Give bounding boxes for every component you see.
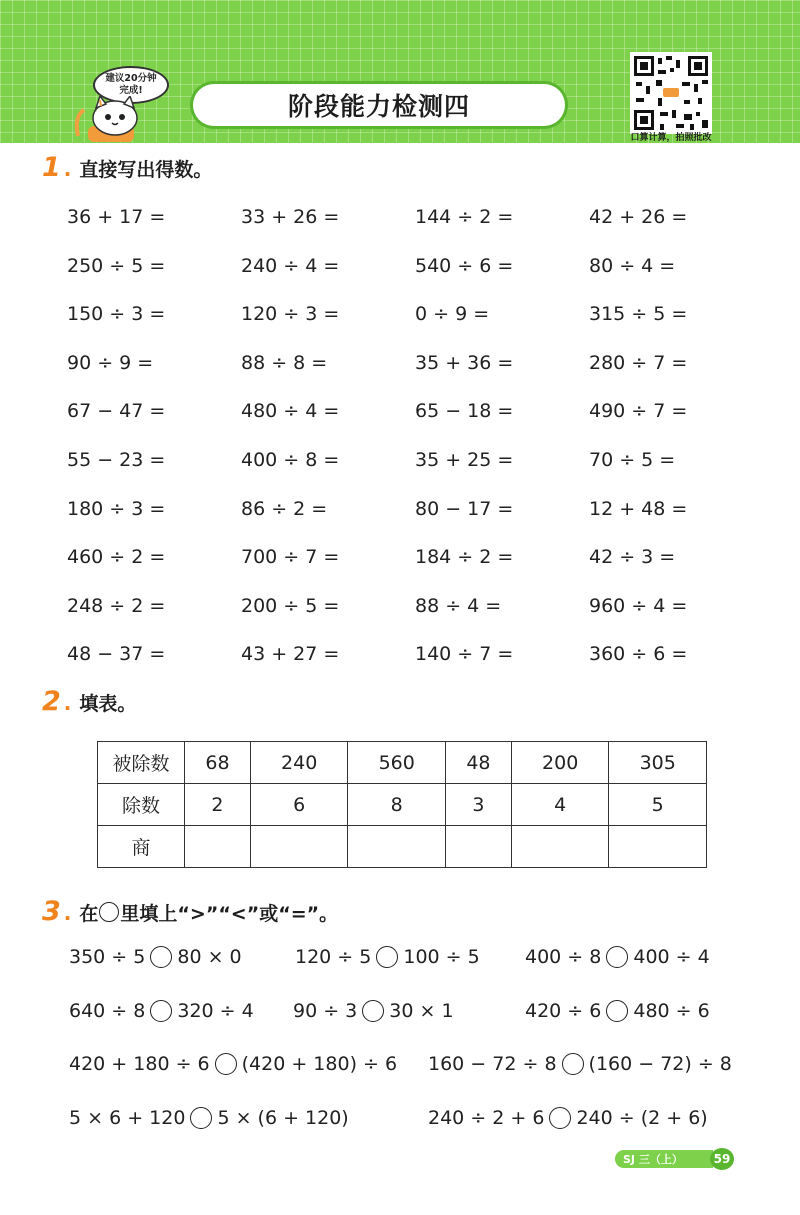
comparison-left: 350 ÷ 5 — [69, 946, 146, 968]
equation-item: 80 − 17 = — [415, 497, 514, 520]
dividend-cell: 305 — [609, 742, 707, 784]
comparison-left: 90 ÷ 3 — [293, 1000, 358, 1022]
comparison-right: (160 − 72) ÷ 8 — [588, 1053, 732, 1075]
equation-item: 12 + 48 = — [589, 497, 688, 520]
section-2-text: 填表。 — [79, 693, 137, 715]
section-3-text-post: 里填上“>”“<”或“=”。 — [120, 903, 339, 925]
answer-circle[interactable] — [150, 946, 172, 968]
section-2-dot: . — [63, 691, 72, 715]
equation-item: 88 ÷ 8 = — [241, 351, 328, 374]
equation-item: 360 ÷ 6 = — [589, 643, 688, 666]
equation-item: 120 ÷ 3 = — [241, 303, 340, 326]
dividend-cell: 48 — [445, 742, 511, 784]
quotient-answer-cell[interactable] — [348, 826, 446, 868]
comparison-item — [295, 946, 480, 968]
equation-item: 240 ÷ 4 = — [241, 254, 340, 277]
bubble-line-2: 完成! — [119, 85, 143, 96]
equation-item: 315 ÷ 5 = — [589, 303, 688, 326]
dividend-cell: 560 — [348, 742, 446, 784]
equation-item: 90 ÷ 9 = — [67, 351, 154, 374]
answer-circle[interactable] — [606, 1000, 628, 1022]
dividend-cell: 68 — [185, 742, 251, 784]
equation-item: 55 − 23 = — [67, 448, 166, 471]
table-row-dividend — [98, 742, 707, 784]
equation-item: 144 ÷ 2 = — [415, 206, 514, 228]
table-row-quotient — [98, 826, 707, 868]
circle-icon — [99, 902, 119, 922]
equation-item: 36 + 17 = — [67, 206, 166, 228]
divisor-cell: 6 — [250, 784, 348, 826]
section-2-number: 2 — [42, 686, 61, 717]
comparison-left: 240 ÷ 2 + 6 — [428, 1107, 545, 1129]
answer-circle[interactable] — [562, 1053, 584, 1075]
equation-item: 248 ÷ 2 = — [67, 594, 166, 617]
answer-circle[interactable] — [376, 946, 398, 968]
equation-item: 460 ÷ 2 = — [67, 546, 166, 569]
equation-item: 43 + 27 = — [241, 643, 340, 666]
section-3-heading — [42, 896, 338, 927]
row-label-divisor: 除数 — [98, 784, 185, 826]
oral-arithmetic-grid — [67, 202, 767, 688]
equation-item: 140 ÷ 7 = — [415, 643, 514, 666]
page-number: 59 — [710, 1148, 734, 1170]
equation-item: 48 − 37 = — [67, 643, 166, 666]
comparison-item — [69, 946, 242, 968]
comparison-item — [525, 946, 710, 968]
fill-table — [97, 741, 707, 868]
comparison-left: 420 ÷ 6 — [525, 1000, 602, 1022]
dividend-cell: 200 — [511, 742, 609, 784]
comparison-left: 160 − 72 ÷ 8 — [428, 1053, 557, 1075]
comparison-right: 400 ÷ 4 — [633, 946, 710, 968]
table-row-divisor — [98, 784, 707, 826]
section-3-number: 3 — [42, 896, 61, 927]
equation-item: 180 ÷ 3 = — [67, 497, 166, 520]
section-3-dot: . — [63, 901, 72, 925]
equation-item: 35 + 25 = — [415, 448, 514, 471]
comparison-right: 5 × (6 + 120) — [217, 1107, 349, 1129]
section-1-text: 直接写出得数。 — [79, 159, 213, 181]
comparison-item — [428, 1107, 708, 1129]
equation-item: 250 ÷ 5 = — [67, 254, 166, 277]
equation-item: 490 ÷ 7 = — [589, 400, 688, 423]
equation-item: 33 + 26 = — [241, 206, 340, 228]
equation-item: 80 ÷ 4 = — [589, 254, 676, 277]
equation-item: 960 ÷ 4 = — [589, 594, 688, 617]
comparison-right: 320 ÷ 4 — [177, 1000, 254, 1022]
section-1-number: 1 — [42, 152, 61, 183]
equation-item: 65 − 18 = — [415, 400, 514, 423]
comparison-right: (420 + 180) ÷ 6 — [241, 1053, 398, 1075]
cat-mascot-icon — [70, 96, 150, 144]
comparison-item — [69, 1000, 254, 1022]
comparison-left: 420 + 180 ÷ 6 — [69, 1053, 210, 1075]
equation-item: 70 ÷ 5 = — [589, 448, 676, 471]
equation-item: 35 + 36 = — [415, 351, 514, 374]
answer-circle[interactable] — [190, 1107, 212, 1129]
answer-circle[interactable] — [549, 1107, 571, 1129]
footer-edition-tag: SJ 三（上） — [615, 1150, 713, 1168]
page-title: 阶段能力检测四 — [287, 92, 470, 121]
comparison-left: 400 ÷ 8 — [525, 946, 602, 968]
equation-item: 400 ÷ 8 = — [241, 448, 340, 471]
quotient-answer-cell[interactable] — [250, 826, 348, 868]
comparison-left: 120 ÷ 5 — [295, 946, 372, 968]
qr-code-icon[interactable] — [630, 52, 712, 134]
divisor-cell: 3 — [445, 784, 511, 826]
comparison-item — [69, 1053, 397, 1075]
comparison-right: 480 ÷ 6 — [633, 1000, 710, 1022]
equation-item: 42 + 26 = — [589, 206, 688, 228]
header-band — [0, 0, 800, 143]
quotient-answer-cell[interactable] — [609, 826, 707, 868]
comparison-right: 100 ÷ 5 — [403, 946, 480, 968]
equation-item: 150 ÷ 3 = — [67, 303, 166, 326]
row-label-dividend: 被除数 — [98, 742, 185, 784]
equation-item: 42 ÷ 3 = — [589, 546, 676, 569]
section-1-heading — [42, 152, 212, 183]
section-1-dot: . — [63, 157, 72, 181]
answer-circle[interactable] — [362, 1000, 384, 1022]
equation-item: 540 ÷ 6 = — [415, 254, 514, 277]
divisor-cell: 4 — [511, 784, 609, 826]
comparison-item — [293, 1000, 454, 1022]
comparison-item — [428, 1053, 732, 1075]
answer-circle[interactable] — [150, 1000, 172, 1022]
quotient-answer-cell[interactable] — [185, 826, 251, 868]
comparison-right: 30 × 1 — [389, 1000, 454, 1022]
section-3-text-pre: 在 — [79, 903, 99, 925]
comparison-left: 5 × 6 + 120 — [69, 1107, 186, 1129]
dividend-cell: 240 — [250, 742, 348, 784]
bubble-line-1: 建议20分钟 — [105, 73, 157, 84]
comparison-right: 80 × 0 — [177, 946, 242, 968]
comparison-item — [525, 1000, 710, 1022]
equation-item: 0 ÷ 9 = — [415, 303, 490, 326]
section-2-heading — [42, 686, 136, 717]
quotient-answer-cell[interactable] — [445, 826, 511, 868]
equation-item: 280 ÷ 7 = — [589, 351, 688, 374]
comparison-item — [69, 1107, 349, 1129]
answer-circle[interactable] — [606, 946, 628, 968]
quotient-answer-cell[interactable] — [511, 826, 609, 868]
divisor-cell: 2 — [185, 784, 251, 826]
equation-item: 86 ÷ 2 = — [241, 497, 328, 520]
equation-item: 200 ÷ 5 = — [241, 594, 340, 617]
answer-circle[interactable] — [215, 1053, 237, 1075]
equation-item: 88 ÷ 4 = — [415, 594, 502, 617]
row-label-quotient: 商 — [98, 826, 185, 868]
divisor-cell: 5 — [609, 784, 707, 826]
divisor-cell: 8 — [348, 784, 446, 826]
equation-item: 67 − 47 = — [67, 400, 166, 423]
comparison-right: 240 ÷ (2 + 6) — [576, 1107, 708, 1129]
comparison-left: 640 ÷ 8 — [69, 1000, 146, 1022]
qr-caption: 口算计算，拍照批改 — [630, 133, 712, 143]
equation-item: 480 ÷ 4 = — [241, 400, 340, 423]
equation-item: 700 ÷ 7 = — [241, 546, 340, 569]
page-title-pill — [193, 84, 565, 126]
equation-item: 184 ÷ 2 = — [415, 546, 514, 569]
